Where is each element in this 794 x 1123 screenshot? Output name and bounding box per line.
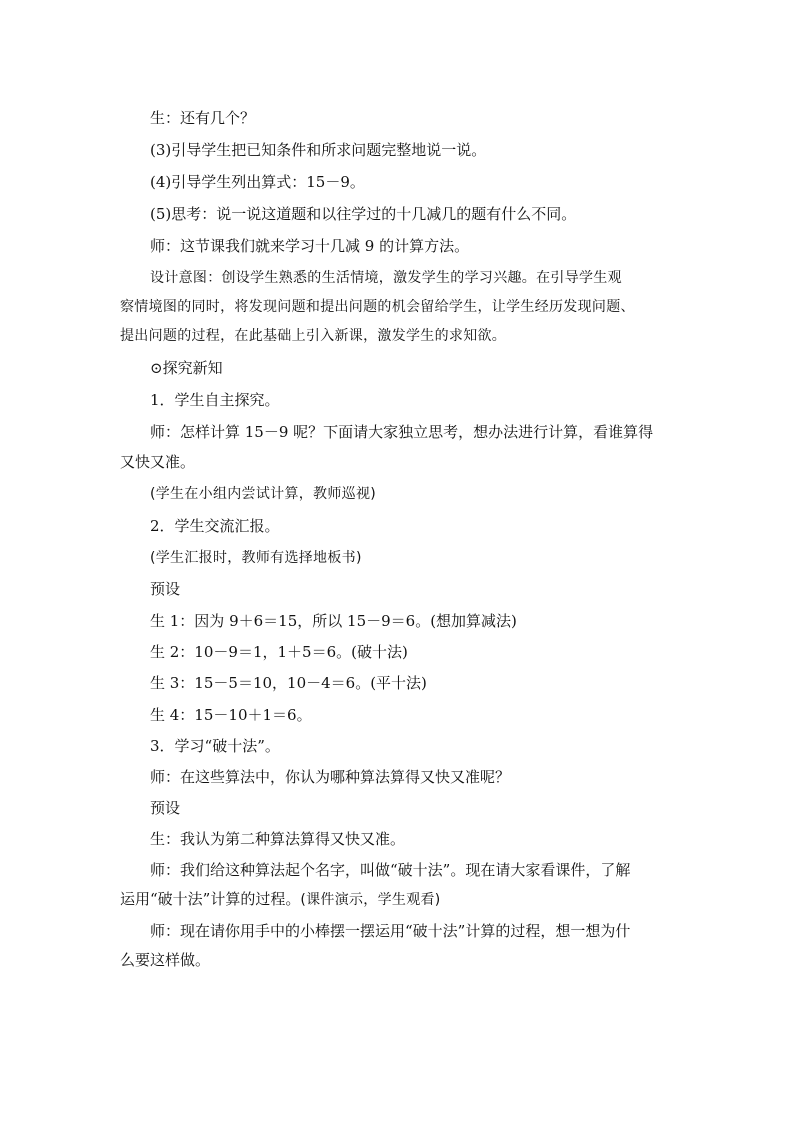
- text-line: 2．学生交流汇报。: [150, 517, 280, 535]
- text-line: 预设: [150, 799, 181, 817]
- text-line: 师：怎样计算 15－9 呢？下面请大家独立思考，想办法进行计算，看谁算得: [150, 423, 654, 441]
- text-line: (5)思考：说一说这道题和以往学过的十几减几的题有什么不同。: [150, 205, 577, 223]
- note-segment: (课件演示，学生观看): [300, 892, 441, 908]
- section-heading: ⊙探究新知: [150, 359, 223, 377]
- text-line: 生 2：10－9＝1，1＋5＝6。(破十法): [150, 643, 408, 661]
- text-line: (4)引导学生列出算式：15－9。: [150, 173, 365, 191]
- text-line: 生 4：15－10＋1＝6。: [150, 706, 312, 724]
- note-line: (学生汇报时，教师有选择地板书): [150, 550, 362, 566]
- text-line: 师：现在请你用手中的小棒摆一摆运用“破十法”计算的过程，想一想为什: [150, 922, 631, 940]
- text-segment: 运用“破十法”计算的过程。: [120, 890, 301, 908]
- design-intent-line: 设计意图：创设学生熟悉的生活情境，激发学生的学习兴趣。在引导学生观: [150, 270, 622, 286]
- design-intent-line: 察情境图的同时，将发现问题和提出问题的机会留给学生，让学生经历发现问题、: [120, 299, 635, 315]
- text-line: (3)引导学生把已知条件和所求问题完整地说一说。: [150, 141, 487, 159]
- text-line: 么要这样做。: [120, 951, 211, 969]
- text-line: 又快又准。: [120, 453, 196, 471]
- text-line: 生 1：因为 9＋6＝15，所以 15－9＝6。(想加算减法): [150, 612, 517, 630]
- text-line: 师：在这些算法中，你认为哪种算法算得又快又准呢？: [150, 768, 511, 786]
- text-line: 生：我认为第二种算法算得又快又准。: [150, 830, 406, 848]
- note-line: (学生在小组内尝试计算，教师巡视): [150, 486, 377, 502]
- text-line: [120, 889, 680, 910]
- text-line: 生 3：15－5＝10，10－4＝6。(平十法): [150, 674, 427, 692]
- text-line: 师：我们给这种算法起个名字，叫做“破十法”。现在请大家看课件，了解: [150, 861, 631, 879]
- text-line: 生：还有几个？: [150, 109, 256, 127]
- text-line: 师：这节课我们就来学习十几减 9 的计算方法。: [150, 237, 470, 255]
- design-intent-line: 提出问题的过程，在此基础上引入新课，激发学生的求知欲。: [120, 328, 507, 344]
- text-line: 1．学生自主探究。: [150, 391, 280, 409]
- text-line: 3．学习“破十法”。: [150, 737, 280, 755]
- text-line: 预设: [150, 580, 181, 598]
